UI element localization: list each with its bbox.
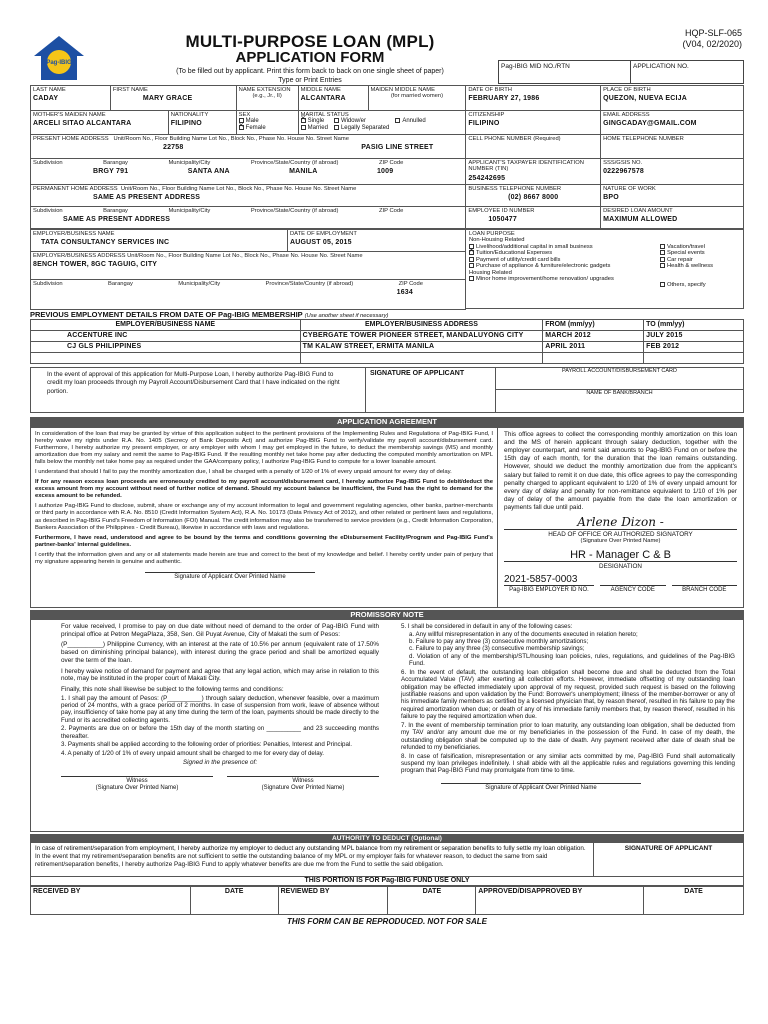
purpose-vacation-checkbox[interactable]: Vacation/travel (660, 244, 740, 251)
form-subtitle: APPLICATION FORM (235, 49, 385, 67)
purpose-tuition-checkbox[interactable]: ✕Tuition/Educational Expenses (469, 250, 660, 257)
employer-id-field[interactable]: 2021-5857-0003 Pag-IBIG EMPLOYER ID NO. (504, 574, 594, 594)
default-case-b: b. Failure to pay any three (3) consecutive monthly amortizations; (409, 637, 589, 645)
app-no-field[interactable]: APPLICATION NO. (633, 63, 689, 70)
agreement-p2: I understand that should I fail to pay the monthly amortization due, I shall be charged with a penalty of 1/20 of 1% of every unpaid amount for every day of delay. (35, 469, 452, 476)
middle-name-field[interactable]: MIDDLE NAME ALCANTARA (298, 86, 368, 111)
promissory-p4: Finally, this note shall likewise be subject to the following terms and conditions: (61, 685, 284, 693)
witness-2-signature[interactable]: Witness (Signature Over Printed Name) (227, 776, 379, 791)
agency-code-field[interactable]: AGENCY CODE (594, 585, 672, 594)
agreement-p1: In consideration of the loan that may be granted by virtue of this application subject to the pertinent provisions of the Implementing Rules and Regulations of Pag-IBIG Fund, I hereby waive my rights under R.A. No. 1405 (Secrecy of Bank Deposits Act) and authorize Pag-IBIG Fund to verify/validate my payroll account/disbursement card. Furthermore, I hereby authorize my present employer, or any employer with whom I may get employed in the future, to deduct the membership savings (MS) and monthly amortization due from my salary and remit the same to Pag-IBIG Fund. If the resulting monthly net take home pay after deducting the computed monthly amortization on MPL falls below the monthly net take home pay as required under the GAA/company policy, I authorize Pag-IBIG Fund to compute for a lower loanable amount. (35, 430, 493, 465)
sex-male-checkbox[interactable]: Male (239, 118, 296, 125)
approved-date-field[interactable]: DATE (644, 887, 744, 915)
form-instruction: (To be filled out by applicant. Print this form back to back on one single sheet of paper) (176, 67, 444, 75)
payroll-authorization-text: In the event of approval of this application for Multi-Purpose Loan, I hereby authorize Pag-IBIG Fund to credit my loan proceeds through my Payroll Account/Disbursement Card that I have indicated on the right portion. (30, 367, 366, 413)
perm-address-field[interactable]: PERMANENT HOME ADDRESS Unit/Room No., Floor Building Name Lot No., Block No., Phase No. House No. Street Name SAME AS PRESENT ADDRESS (31, 184, 466, 206)
desired-amount-field[interactable]: DESIRED LOAN AMOUNT MAXIMUM ALLOWED (601, 206, 744, 228)
nationality-field[interactable]: NATIONALITY FILIPINO (168, 111, 236, 135)
promissory-term-4: 4. A penalty of 1/20 of 1% of every unpaid amount shall be charged to me for every day of delay. (61, 749, 325, 757)
agreement-p6: I certify that the information given and any or all statements made herein are true and correct to the best of my knowledge and belief. I hereby certify under pain of perjury that my signature appearing herein is genuine and authentic. (35, 551, 493, 565)
email-field[interactable]: EMAIL ADDRESS GINGCADAY@GMAIL.COM (601, 111, 744, 135)
ms-legal-checkbox[interactable]: Legally Separated (334, 125, 389, 132)
mid-app-box (498, 60, 744, 84)
purpose-utility-checkbox[interactable]: Payment of utility/credit card bills (469, 257, 660, 264)
name-ext-field[interactable]: NAME EXTENSION (e.g., Jr., II) (236, 86, 298, 111)
authority-section (30, 843, 744, 877)
home-tel-field[interactable]: HOME TELEPHONE NUMBER (601, 135, 744, 159)
promissory-term-7: 7. In the event of membership termination prior to loan maturity, any outstanding loan obligation, shall be deducted from my TAV and/or any amount due me or my beneficiaries in the possession of the Fund. In case of my death, the outstanding obligation shall be computed up to the date of death. Any payment received after date of death shall be refunded to my beneficiaries. (401, 721, 735, 752)
agreement-p5: Furthermore, I have read, understood and agree to be bound by the terms and conditions governing the eDisbursement Facility/Program and Pag-IBIG Fund's partner-banks' internal guidelines. (35, 534, 493, 548)
sss-field[interactable]: SSS/GSIS NO. 0222967578 (601, 159, 744, 185)
sex-field: SEX Male ✕Female (236, 111, 298, 135)
authority-signature-box[interactable]: SIGNATURE OF APPLICANT (594, 843, 744, 877)
default-cases: 5. I shall be considered in default in any of the following cases: (401, 623, 573, 631)
table-row[interactable]: ACCENTURE INC CYBERGATE TOWER PIONEER STREET, MANDALUYONG CITY MARCH 2012 JULY 2015 (31, 331, 744, 342)
home-subdivision-field[interactable]: Subdivision Barangay Municipality/City Province/State/Country (if abroad) ZIP Code BRGY 791 SANTA ANA MANILA 1009 (31, 159, 466, 185)
promissory-applicant-signature[interactable]: Signature of Applicant Over Printed Name (441, 783, 641, 792)
agreement-applicant-signature[interactable]: Signature of Applicant Over Printed Name (145, 572, 315, 581)
signed-presence: Signed in the presence of: (182, 759, 258, 767)
form-code: HQP-SLF-065 (684, 28, 742, 38)
prev-employment-title: PREVIOUS EMPLOYMENT DETAILS FROM DATE OF Pag-IBIG MEMBERSHIP (Use another sheet if necessary) (30, 309, 389, 319)
default-case-d: d. Violation of any of the membership/STL/housing loan policies, rules, regulations, and guidelines of the Pag-IBIG Fund. (409, 652, 735, 668)
purpose-health-checkbox[interactable]: Health & wellness (660, 263, 740, 270)
promissory-term-3: 3. Payments shall be applied according to the following order of priorities: Penalties, Interest and Principal. (61, 741, 352, 749)
table-row[interactable]: CJ GLS PHILIPPINES TM KALAW STREET, ERMITA MANILA APRIL 2011 FEB 2012 (31, 342, 744, 353)
reviewed-by-field[interactable]: REVIEWED BY (278, 887, 388, 915)
loan-purpose-box: LOAN PURPOSE Non-Housing Related Livelihood/additional capital in small business ✕Tuition/Educational Expenses Payment of utility/credit card bills Purchase of appliance & furniture/electronic gadgets Housing Related Minor home improvement/home renovation/ upgrades Vacation/travel Special events Car repair Health & wellness Others, specify (466, 229, 744, 309)
employer-address-field[interactable]: EMPLOYER/BUSINESS ADDRESS Unit/Room No., Floor Building Name Lot No., Block No., Phase No. House No. Street Name 8ENCH TOWER, 8GC TAGUIG, CITY (31, 251, 466, 279)
prev-employment-table (30, 319, 744, 364)
fund-use-table (30, 886, 744, 915)
first-name-field[interactable]: FIRST NAME MARY GRACE (110, 86, 236, 111)
approved-by-field[interactable]: APPROVED/DISAPPROVED BY (476, 887, 644, 915)
employer-codes-row (504, 574, 737, 594)
received-date-field[interactable]: DATE (190, 887, 278, 915)
default-case-c: c. Failure to pay any three (3) consecutive membership savings; (409, 645, 585, 653)
designation-label: DESIGNATION (504, 561, 737, 570)
employee-id-field[interactable]: EMPLOYEE ID NUMBER 1050477 (466, 206, 601, 228)
agreement-section (30, 428, 744, 608)
branch-code-field[interactable]: BRANCH CODE (672, 585, 738, 594)
received-by-field[interactable]: RECEIVED BY (31, 887, 191, 915)
agreement-right (498, 428, 744, 608)
form-instruction-2: Type or Print Entries (278, 76, 342, 84)
date-employment-field[interactable]: DATE OF EMPLOYMENT AUGUST 05, 2015 (288, 229, 466, 251)
last-name-field[interactable]: LAST NAME CADAY (31, 86, 111, 111)
promissory-title: PROMISSORY NOTE (30, 610, 744, 620)
promissory-p3: I hereby waive notice of demand for payment and agree that any legal action, which may arise in relation to this note, may be instituted in the proper court of Makati City. (61, 667, 379, 683)
purpose-home-improvement-checkbox[interactable]: Minor home improvement/home renovation/ upgrades (469, 276, 660, 283)
logo-text: Pag-IBIG (46, 60, 72, 66)
pagibig-logo (32, 34, 86, 82)
ms-married-checkbox[interactable]: Married (301, 125, 328, 132)
sex-female-checkbox[interactable]: ✕Female (239, 125, 296, 132)
marital-status-field: MARITAL STATUS ✕Single Married Widow/er Legally Separated Annulled (298, 111, 466, 135)
bank-branch-field[interactable]: NAME OF BANK/BRANCH (586, 390, 653, 397)
table-row[interactable] (31, 353, 744, 364)
promissory-term-2: 2. Payments are due on or before the 15th day of the month starting on __________ and 23 succeeding months thereafter. (61, 725, 379, 740)
form-title-block (140, 32, 480, 84)
purpose-right-list (660, 244, 740, 289)
purpose-car-checkbox[interactable]: Car repair (660, 257, 740, 264)
payroll-card-box (496, 367, 744, 413)
form-title: MULTI-PURPOSE LOAN (MPL) (185, 32, 435, 51)
purpose-events-checkbox[interactable]: Special events (660, 250, 740, 257)
home-address-field[interactable]: PRESENT HOME ADDRESS Unit/Room No., Floor Building Name Lot No., Block No., Phase No. House No. Street Name 22758 PASIG LINE STREET (31, 135, 466, 159)
payroll-signature-box[interactable]: SIGNATURE OF APPLICANT (366, 367, 496, 413)
employer-table (30, 229, 466, 310)
default-case-a: a. Any willful misrepresentation in any of the documents executed in relation hereto; (409, 630, 638, 638)
promissory-right (387, 620, 743, 831)
promissory-term-6: 6. In the event of default, the outstanding loan obligation shall become due and shall be deducted from the Total Accumulated Value (TAV) after exerting all collection efforts. However, immediate offsetting of my outstanding loan obligation may be effected immediately upon approval of my request, provided such request is based on the following justifiable reasons and upon validation by the Fund: Borrower's unemployment; illness of the member-borrower or any of his immediate family members as certified by a licensed physician that, by reason thereof, resulted in his failure to pay the required amortization when due; or death of any of his immediate family members that, by reason thereof, resulted in his failure to pay the required amortization when due. (401, 668, 735, 721)
ms-single-checkbox[interactable]: ✕Single (301, 118, 328, 125)
personal-info-table (30, 85, 744, 229)
cell-phone-field[interactable]: CELL PHONE NUMBER (Required) (466, 135, 601, 159)
promissory-left (31, 620, 387, 831)
promissory-section (30, 620, 744, 832)
tin-field[interactable]: APPLICANT'S TAXPAYER IDENTIFICATION NUMBER (TIN) 254242695 (466, 159, 601, 185)
prev-employment-header: EMPLOYER/BUSINESS NAME EMPLOYER/BUSINESS ADDRESS FROM (mm/yy) TO (mm/yy) (31, 320, 744, 331)
footer-note: THIS FORM CAN BE REPRODUCED. NOT FOR SALE (286, 917, 487, 927)
biz-tel-field[interactable]: BUSINESS TELEPHONE NUMBER (02) 8667 8000 (466, 184, 601, 206)
agreement-p4: I authorize Pag-IBIG Fund to disclose, submit, share or exchange any of my account information to legal and government regulating agencies, other banks, partner-merchants or third party in accordance with R.A. No. 8510 (Credit Information System Act), R.A. No. 10173 (Data Privacy Act of 2012), and other related or pertinent laws and regulations, as described in Pag-IBIG Fund's Freedom of Information (FOI) Manual. The credit information may also be transferred to service providers (e.g., Credit Information Corporation, Bankers Association of the Philippines - Credit Bureau), likewise in accordance with laws and regulations. (35, 503, 493, 531)
promissory-p2: (P__________) Philippine Currency, with an interest at the rate of 10.5% per annum (equivalent rate of 17.50% based on diminishing principal balance), with interest during the grace period and shall be amortized equally over the term of the loan. (61, 641, 379, 664)
nature-of-work-field[interactable]: NATURE OF WORK BPO (601, 184, 744, 206)
form-version: (V04, 02/2020) (682, 38, 742, 49)
ms-annulled-checkbox[interactable]: Annulled (395, 118, 425, 132)
witness-row (61, 776, 379, 791)
citizenship-field[interactable]: CITIZENSHIP FILIPINO (466, 111, 601, 135)
authority-text: In case of retirement/separation from employment, I hereby authorize my employer to deduct any outstanding MPL balance from my retirement or separation benefits to fully settle my loan obligation. In the event that my retirement/separation benefits are not sufficient to settle the outstanding balance of my MPL or my employer fails for whatever reason, to deduct the same from said retirement/separation benefits, I hereby authorize Pag-IBIG Fund to apply whatever benefits are due me from the Fund to settle the said obligation. (30, 843, 594, 877)
reviewed-date-field[interactable]: DATE (388, 887, 476, 915)
purpose-livelihood-checkbox[interactable]: Livelihood/additional capital in small business (469, 244, 660, 251)
head-hint: (Signature Over Printed Name) (580, 538, 661, 545)
agreement-p3: If for any reason excess loan proceeds are erroneously credited to my payroll account/disbursement card, I hereby authorize Pag-IBIG Fund to debit/deduct the excess amount from my account without need of further notice of demand. Should my account balance be insufficient, the Fund has the right to demand for the excess amount to be refunded. (35, 479, 493, 500)
promissory-term-1: 1. I shall pay the amount of Pesos: (P__________) through salary deduction, whenever feasible, over a maximum period of 24 months, with a grace period of 2 months. In case of suspension from work, leave of absence without pay, insufficiency of take home pay at any time during the term of the loan, payments should be made directly to the Fund or its accredited collecting agents. (61, 694, 379, 724)
employer-agreement-text: This office agrees to collect the corresponding monthly amortization on this loan and the MS of herein applicant through salary deduction, together with the employer counterpart, and remit said amounts to Pag-IBIG Fund on or before the 15th day of each month, for the duration that the loan remains outstanding. However, should we deduct the monthly amortization due from the applicant's salary but failed to remit it on due date, this office agrees to pay the corresponding penalty charged to applicant equivalent to 1/20 of 1% of every unpaid amount for every day of delay and penalty for non-remittance equivalent to 1/10 of 1% per day of delay of the amount payable from the date the loan amortization or payments fall due until paid. (504, 430, 737, 512)
designation-value[interactable]: HR - Manager C & B (570, 548, 671, 561)
ms-widower-checkbox[interactable]: Widow/er (334, 118, 389, 125)
payroll-card-field[interactable]: PAYROLL ACCOUNT/DISBURSEMENT CARD (496, 368, 743, 390)
agreement-title: APPLICATION AGREEMENT (30, 417, 744, 427)
purpose-left-list: Livelihood/additional capital in small business ✕Tuition/Educational Expenses Payment of utility/credit card bills Purchase of appliance & furniture/electronic gadgets Housing Related Minor home improvement/home renovation/ upgrades (469, 244, 660, 289)
agreement-left (30, 428, 498, 608)
employer-name-field[interactable]: EMPLOYER/BUSINESS NAME TATA CONSULTANCY SERVICES INC (31, 229, 288, 251)
employer-subdivision-field[interactable]: Subdivision Barangay Municipality/City Province/State/Country (if abroad) ZIP Code 1634 (31, 279, 466, 309)
fund-use-title: THIS PORTION IS FOR Pag-IBIG FUND USE ONLY (30, 877, 744, 886)
mid-field[interactable]: Pag-IBIG MID NO./RTN (499, 61, 631, 83)
perm-subdivision-field[interactable]: Subdivision Barangay Municipality/City Province/State/Country (if abroad) ZIP Code SAME AS PRESENT ADDRESS (31, 206, 466, 228)
authority-title: AUTHORITY TO DEDUCT (Optional) (30, 834, 744, 843)
form-code-block (682, 28, 742, 50)
purpose-appliance-checkbox[interactable]: Purchase of appliance & furniture/electronic gadgets (469, 263, 660, 270)
head-signature[interactable]: Arlene Dizon - (577, 514, 664, 529)
maiden-name-field[interactable]: MAIDEN MIDDLE NAME (for married women) (368, 86, 466, 111)
date-of-birth-field[interactable]: DATE OF BIRTH FEBRUARY 27, 1986 (466, 86, 601, 111)
payroll-section (30, 367, 744, 413)
promissory-term-8: 8. In case of falsification, misrepresentation or any similar acts committed by me, Pag-IBIG Fund shall automatically suspend my loan privileges indefinitely. I shall abide with all the applicable rules and regulations governing this lending program that Pag-IBIG Fund may promulgate from time to time. (401, 752, 735, 775)
witness-1-signature[interactable]: Witness (Signature Over Printed Name) (61, 776, 213, 791)
purpose-others-checkbox[interactable]: Others, specify (660, 282, 740, 289)
mother-maiden-field[interactable]: MOTHER'S MAIDEN NAME ARCELI SITAO ALCANTARA (31, 111, 169, 135)
promissory-p1: For value received, I promise to pay on due date without need of demand to the order of Pag-IBIG Fund with principal office at Petron MegaPlaza, 358, Sen. Gil Puyat Avenue, City of Makati the sum of Pesos: (61, 623, 379, 638)
employer-purpose-row (30, 229, 744, 309)
place-of-birth-field[interactable]: PLACE OF BIRTH QUEZON, NUEVA ECIJA (601, 86, 744, 111)
head-label: HEAD OF OFFICE OR AUTHORIZED SIGNATORY (504, 529, 737, 538)
form-header (30, 28, 744, 84)
